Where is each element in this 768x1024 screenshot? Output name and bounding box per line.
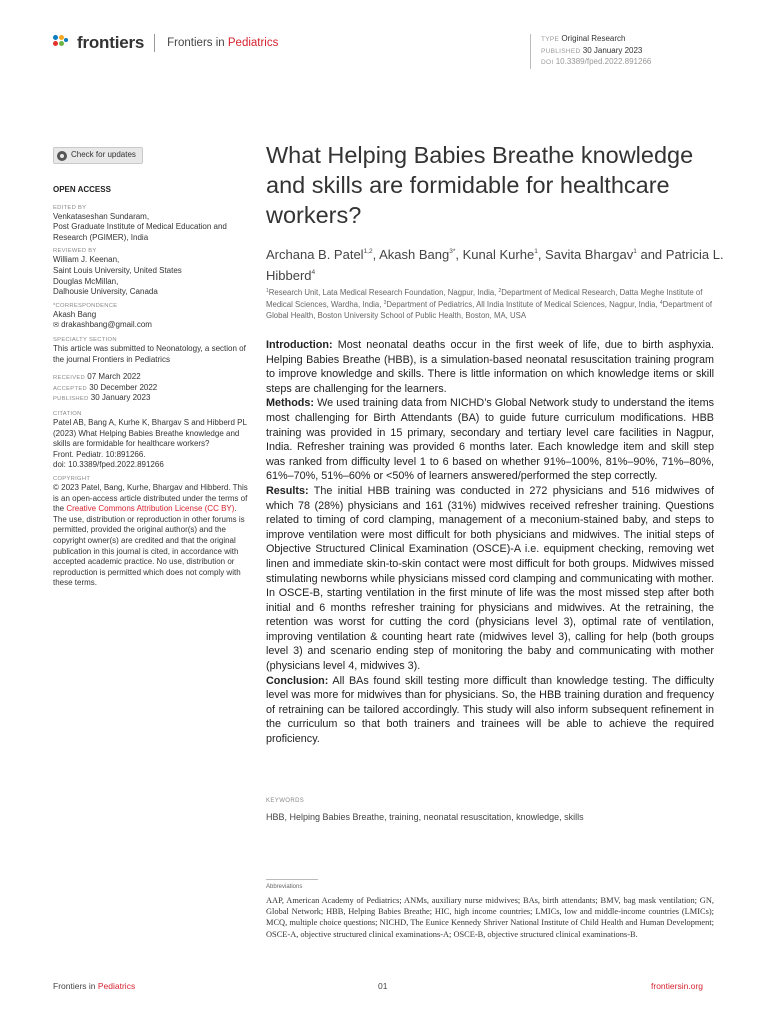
abstract-heading: Introduction: [266, 339, 333, 351]
article-dates [53, 372, 251, 404]
author-affiliation-ref: 1 [633, 248, 637, 255]
meta-type: TYPE Original Research [541, 34, 626, 43]
abstract-text: Most neonatal deaths occur in the first week of life, due to birth asphyxia. Helping Babies Breathe (HBB), is a simulation-based neonatal resuscitation training program to improve knowledge and skills. There is little information on which knowledge items or skill steps are challenging for the learners. [266, 339, 714, 395]
open-access-label: OPEN ACCESS [53, 185, 111, 195]
journal-name[interactable]: Frontiers in Pediatrics [167, 37, 279, 49]
logo-wordmark: frontiers [77, 33, 145, 52]
editor-name: Venkataseshan Sundaram, [53, 211, 150, 221]
author-affiliation-ref: 4 [311, 268, 316, 276]
reviewer-name: William J. Keenan, [53, 255, 120, 265]
abstract-text: We used training data from NICHD’s Global Network study to understand the items most challenging for Birth Attendants (BA) to guide future curriculum modifications. HBB training was provided in 15 primary, secondary and tertiary level care facilities in Nagpur, India. Refresher training was provided 6 months later. Each knowledge item and skill step was ranked from difficulty level 1 to 6 based on whether 91%–100%, 81%–90%, 71%–80%, 61%–70%, 51%–60% or <50% of learners answered/performed the step correctly. [266, 397, 714, 483]
affiliation-text: Department of Medical Research, Datta Meghe Institute of Medical Sciences, Wardha, India, [266, 288, 703, 309]
reviewer-affiliation: Saint Louis University, United States [53, 266, 182, 276]
abstract-section [266, 674, 714, 747]
article-sidebar [53, 147, 251, 592]
abstract [266, 338, 714, 747]
affiliation-number: 4 [659, 300, 663, 306]
author-name[interactable]: Savita Bhargav [545, 247, 634, 262]
author-name[interactable]: Kunal Kurhe [462, 247, 535, 262]
citation: CITATION Patel AB, Bang A, Kurhe K, Bhargav S and Hibberd PL (2023) What Helping Babies Breathe knowledge and skills are formidable for healthcare workers? Front. Pediatr. 10:891266. doi: 10.3389/fped.2022.891266 [53, 410, 251, 471]
keywords: HBB, Helping Babies Breathe, training, neonatal resuscitation, knowledge, skills [266, 812, 584, 822]
author-list: Archana B. Patel$^{1,2}$, Akash Bang$^{3*}$, Kunal Kurhe$^1$, Savita Bhargav$^1$ and Patricia L. Hibberd$^4$ [266, 247, 724, 283]
header-divider [154, 34, 155, 52]
affiliations [266, 286, 726, 321]
abstract-text: The initial HBB training was conducted in 272 physicians and 516 midwives of which 78 (28%) physicians and 161 (31%) midwives received refresher training. Questions related to timing of cord clamping, management of a meconium-stained baby, and steps to improve ventilation were most difficult for both physicians and midwives. The initial steps of Objective Structured Clinical Examination (OSCE)-A i.e. equipment checking, removing wet linen and immediate skin-to-skin contact were most difficult for both groups. Midwives missed stimulating newborns while physicians missed cord clamping and communicating with mother. In OSCE-B, starting ventilation in the first minute of life was the most missed step after both initial and 6 months refresher training for physicians and midwives. At the retraining, the retention was worst for cutting the cord (physicians level 3), optimal rate of ventilation, improving ventilation & counting heart rate (midwives level 3), calling for help (both groups level 3) and scenario ending step of monitoring the baby and communicating with mother (physicians level 4, midwives 3). [266, 484, 714, 673]
reviewed-by: REVIEWED BY William J. Keenan, Saint Louis University, United States Douglas McMillan, Dalhousie University, Canada [53, 247, 251, 297]
abstract-heading: Methods: [266, 397, 314, 410]
abstract-heading: Results: [266, 484, 309, 497]
abbreviations: AAP, American Academy of Pediatrics; ANMs, auxiliary nurse midwives; BAs, birth attendants; BMV, bag mask ventilation; GN, Global Network; HBB, Helping Babies Breathe; HIC, high income countries; LMICs, low and middle-income countries (LMICs); MCQ, multiple choice questions; NICHD, The Eunice Kennedy Shriver National Institute of Child Health and Human Development; OSCE-A, objective structured clinical examinations-A; OSCE-B, objective structured clinical examinations-B. [266, 896, 714, 939]
article-meta [530, 34, 651, 69]
footnote-rule [266, 879, 318, 880]
author-affiliation-ref: 1 [534, 248, 538, 255]
reviewer-affiliation: Dalhousie University, Canada [53, 287, 158, 297]
affiliation-number: 1 [266, 288, 269, 294]
editor-affiliation: Post Graduate Institute of Medical Education and Research (PGIMER), India [53, 222, 227, 242]
abstract-heading: Conclusion: [266, 674, 329, 687]
abstract-section [266, 484, 714, 674]
copyright: COPYRIGHT © 2023 Patel, Bang, Kurhe, Bhargav and Hibberd. This is an open-access article distributed under the terms of the Creative Commons Attribution License (CC BY). The use, distribution or reproduction in other forums is permitted, provided the original author(s) and the copyright owner(s) are credited and that the original publication in this journal is cited, in accordance with accepted academic practice. No use, distribution or reproduction is permitted which does not comply with these terms. [53, 475, 248, 588]
check-for-updates-button[interactable]: Check for updates [53, 147, 143, 164]
received-date: RECEIVED 07 March 2022 [53, 372, 141, 382]
email-icon: ✉ [53, 322, 59, 330]
accepted-date: ACCEPTED 30 December 2022 [53, 382, 158, 392]
correspondence-email[interactable]: ✉ drakashbang@gmail.com [53, 320, 152, 330]
affiliation-text: Research Unit, Lata Medical Research Foundation, Nagpur, India, [268, 288, 499, 297]
cc-by-license-link[interactable]: Creative Commons Attribution License (CC BY) [66, 504, 235, 514]
affiliation-number: 3 [383, 300, 387, 306]
affiliation-text: Department of Global Health, Boston University School of Public Health, Boston, MA, USA [266, 300, 713, 320]
citation-doi[interactable]: doi: 10.3389/fped.2022.891266 [53, 460, 164, 470]
correspondence: *CORRESPONDENCE Akash Bang ✉ drakashbang@gmail.com [53, 302, 251, 332]
page-number: 01 [378, 981, 388, 991]
footer-site-link[interactable]: frontiersin.org [651, 981, 703, 991]
author-name[interactable]: Akash Bang [379, 247, 450, 262]
meta-doi[interactable]: DOI 10.3389/fped.2022.891266 [541, 57, 652, 66]
meta-published: PUBLISHED 30 January 2023 [541, 45, 643, 55]
abstract-text: All BAs found skill testing more difficult than knowledge testing. The difficulty level was more for midwives than for physicians. So, the HBB training duration and frequency of retraining can be tailored accordingly. This study will also inform subsequent refinement in the curriculum so that both trainers and trainees will be able to achieve the required proficiency. [266, 674, 714, 746]
edited-by: EDITED BY Venkataseshan Sundaram, Post Graduate Institute of Medical Education and Research (PGIMER), India [53, 204, 251, 244]
specialty-section: SPECIALTY SECTION This article was submitted to Neonatology, a section of the journal Frontiers in Pediatrics [53, 337, 246, 364]
abbreviations-label: Abbreviations [266, 884, 303, 890]
author-affiliation-ref: 3* [449, 248, 456, 255]
keywords-label: KEYWORDS [266, 798, 305, 804]
footer-journal[interactable]: Frontiers in Pediatrics [53, 981, 136, 991]
reviewer-name: Douglas McMillan, [53, 276, 119, 286]
frontiers-logo[interactable] [53, 33, 278, 53]
affiliation-number: 2 [498, 288, 502, 294]
published-date: PUBLISHED 30 January 2023 [53, 393, 151, 403]
author-name[interactable]: and Patricia L. Hibberd [266, 247, 724, 283]
correspondence-name: Akash Bang [53, 309, 97, 319]
abstract-section [266, 396, 714, 484]
crossmark-icon [57, 151, 67, 161]
abstract-section [266, 338, 714, 396]
affiliation-text: Department of Pediatrics, All India Institute of Medical Sciences, Nagpur, India, [386, 300, 660, 309]
author-affiliation-ref: 1,2 [363, 248, 373, 255]
article-title: What Helping Babies Breathe knowledge and skills are formidable for healthcare workers? [266, 142, 694, 228]
frontiers-logo-icon [53, 35, 69, 51]
author-name[interactable]: Archana B. Patel [266, 247, 364, 262]
